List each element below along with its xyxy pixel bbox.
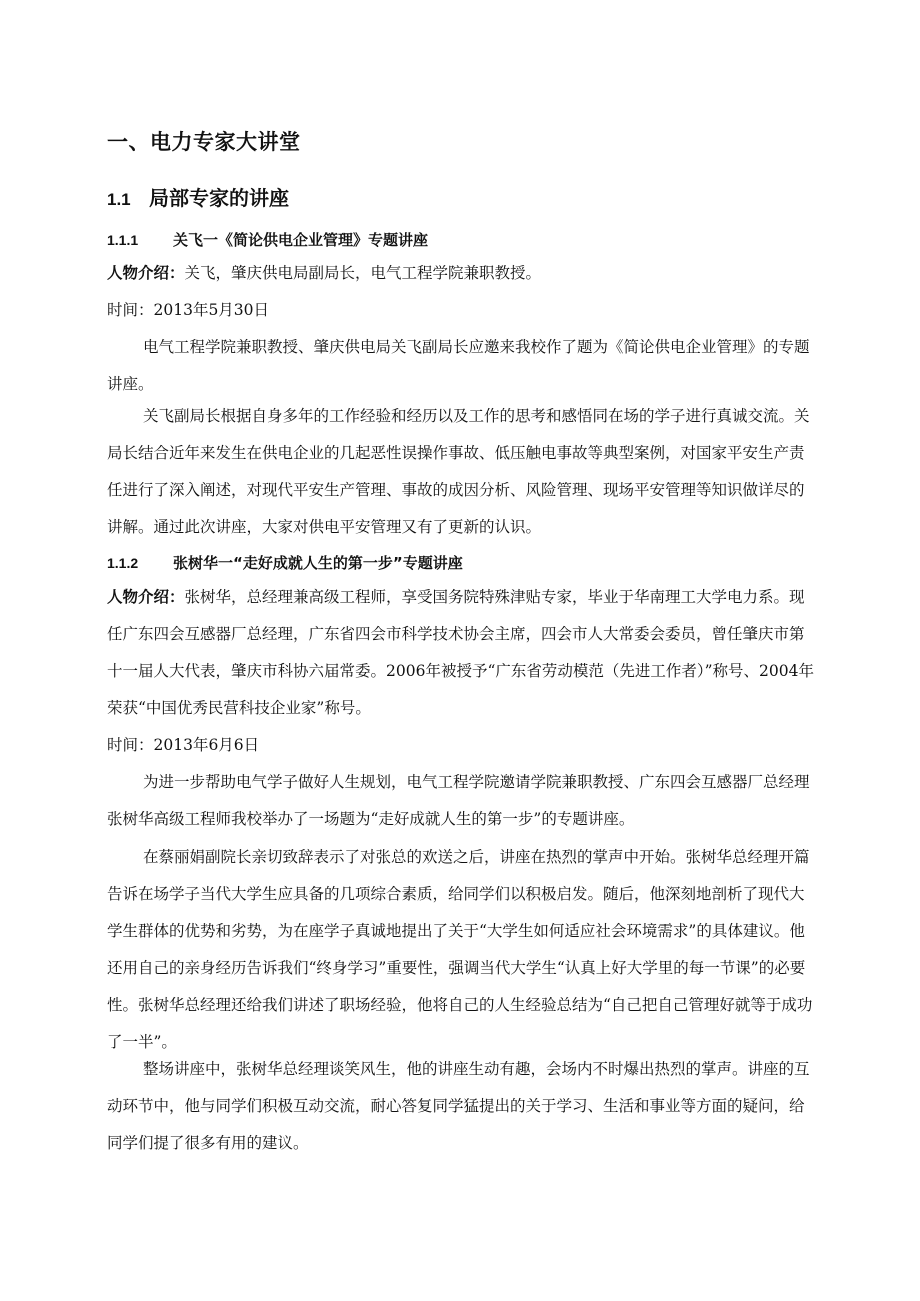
lecture2-time: 时间：2013年6月6日 <box>107 736 260 754</box>
lecture2-paragraph-2: 在蔡丽娟副院长亲切致辞表示了对张总的欢送之后，讲座在热烈的掌声中开始。张树华总经理开篇告诉在场学子当代大学生应具备的几项综合素质，给同学们以积极启发。随后，他深刻地剖析了现代大学生群体的优势和劣势，为在座学子真诚地提出了关于“大学生如何适应社会环境需求”的具体建议。他还用自己的亲身经历告诉我们“终身学习”重要性，强调当代大学生“认真上好大学里的每一节课”的必要性。张树华总经理还给我们讲述了职场经验，他将自己的人生经验总结为“自己把自己管理好就等于成功了一半”。 <box>107 848 813 1051</box>
lecture2-heading <box>107 552 463 573</box>
lecture2-number: 1.1.2 <box>107 555 139 571</box>
subsection-number: 1.1 <box>107 190 131 209</box>
lecture1-title: 关飞一《简论供电企业管理》专题讲座 <box>173 231 429 249</box>
lecture2-intro-text: 张树华，总经理兼高级工程师，享受国务院特殊津贴专家，毕业于华南理工大学电力系。现任广东四会互感器厂总经理，广东省四会市科学技术协会主席，四会市人大常委会委员，曾任肇庆市第十一届人大代表，肇庆市科协六届常委。2006年被授予“广东省劳动模范（先进工作者）”称号、2004年荣获“中国优秀民营科技企业家”称号。 <box>107 588 814 717</box>
lecture1-time: 时间：2013年5月30日 <box>107 301 270 319</box>
lecture2-intro <box>107 579 815 727</box>
lecture1-paragraph-1: 电气工程学院兼职教授、肇庆供电局关飞副局长应邀来我校作了题为《简论供电企业管理》的专题讲座。 <box>107 338 810 393</box>
subsection-title: 局部专家的讲座 <box>149 186 289 210</box>
section-heading: 一、电力专家大讲堂 <box>107 130 301 154</box>
lecture1-intro-text: 关飞，肇庆供电局副局长，电气工程学院兼职教授。 <box>184 264 542 282</box>
lecture2-intro-label: 人物介绍： <box>107 588 185 606</box>
lecture2-paragraph-1: 为进一步帮助电气学子做好人生规划，电气工程学院邀请学院兼职教授、广东四会互感器厂总经理张树华高级工程师我校举办了一场题为“走好成就人生的第一步”的专题讲座。 <box>107 773 810 828</box>
lecture2-title: 张树华一“走好成就人生的第一步”专题讲座 <box>173 554 463 572</box>
lecture1-heading <box>107 229 428 250</box>
lecture2-paragraph-3: 整场讲座中，张树华总经理谈笑风生，他的讲座生动有趣，会场内不时爆出热烈的掌声。讲座的互动环节中，他与同学们积极互动交流，耐心答复同学猛提出的关于学习、生活和事业等方面的疑问，给同学们提了很多有用的建议。 <box>107 1060 810 1152</box>
lecture1-number: 1.1.1 <box>107 232 139 248</box>
lecture1-intro <box>107 255 815 292</box>
subsection-heading <box>107 182 289 211</box>
lecture1-intro-label: 人物介绍： <box>107 264 185 282</box>
lecture1-paragraph-2: 关飞副局长根据自身多年的工作经验和经历以及工作的思考和感悟同在场的学子进行真诚交流。关局长结合近年来发生在供电企业的几起恶性误操作事故、低压触电事故等典型案例，对国家平安生产责任进行了深入阐述，对现代平安生产管理、事故的成因分析、风险管理、现场平安管理等知识做详尽的讲解。通过此次讲座，大家对供电平安管理又有了更新的认识。 <box>107 407 810 536</box>
